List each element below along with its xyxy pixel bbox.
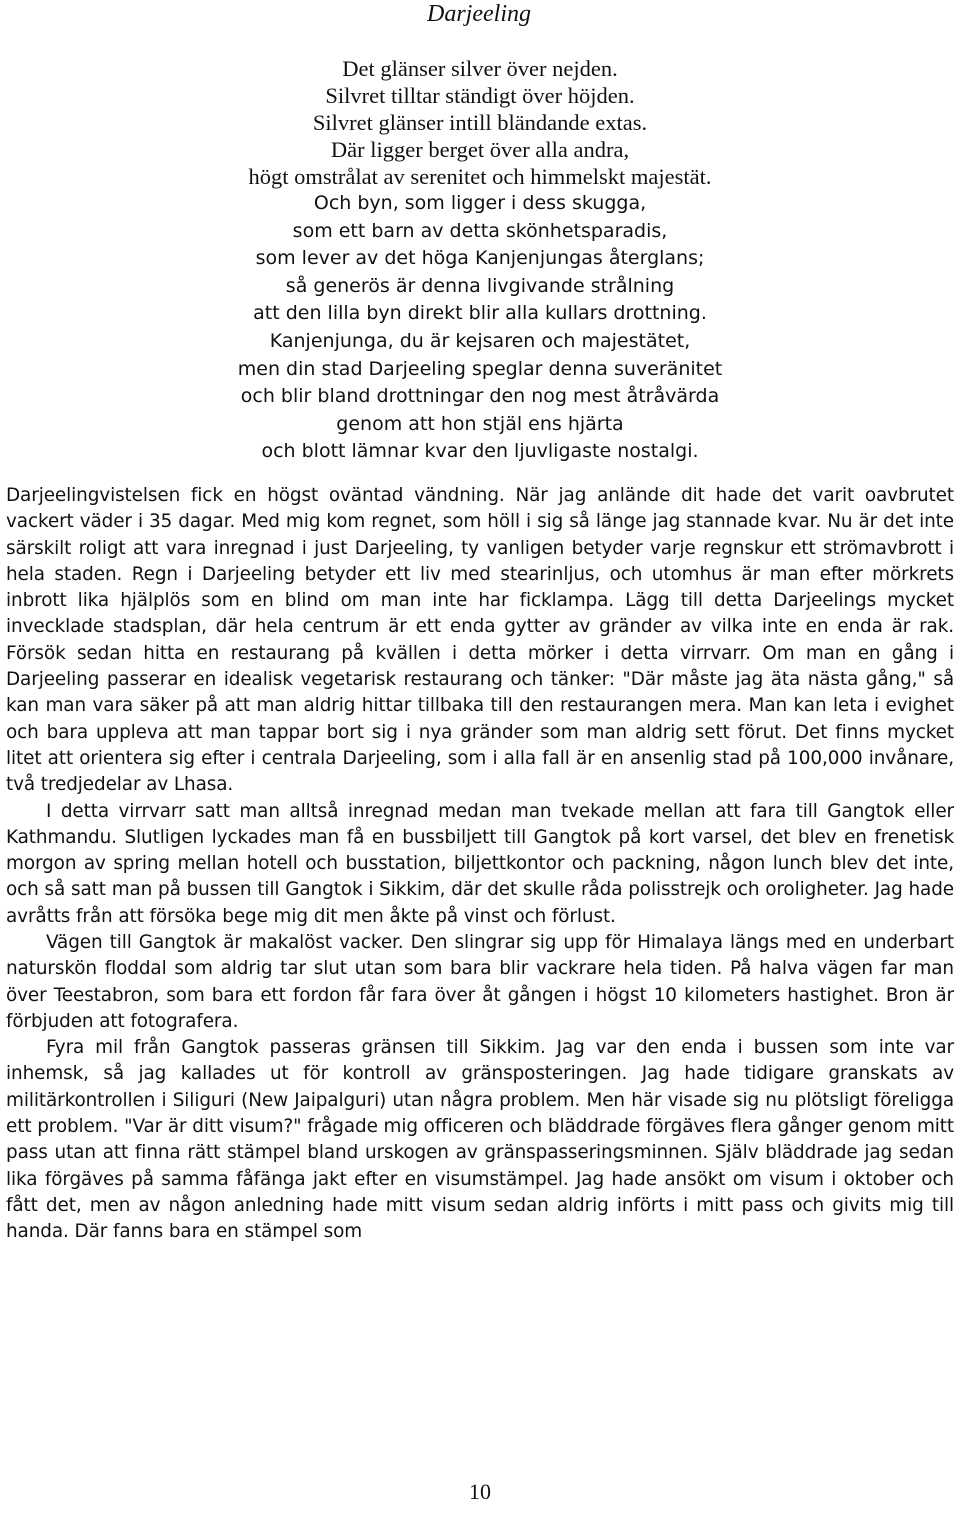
poem-line: och blott lämnar kvar den ljuvligaste nostalgi. <box>261 440 699 463</box>
poem-line: att den lilla byn direkt blir alla kullars drottning. <box>253 302 707 325</box>
paragraph: Vägen till Gangtok är makalöst vacker. Den slingrar sig upp för Himalaya längs med en underbart naturskön floddal som aldrig tar slut utan som bara blir vackrare hela tiden. På halva vägen far man över Teestabron, som bara ett fordon får fara över åt gången i högst 10 kilometers hastighet. Bron är förbjuden att fotografera. <box>6 931 954 1032</box>
poem-line: så generös är denna livgivande strålning <box>285 274 675 297</box>
poem-line: som lever av det höga Kanjenjungas återglans; <box>255 247 705 270</box>
body-text <box>6 483 954 1246</box>
poem-line: Kanjenjunga, du är kejsaren och majestätet, <box>269 329 691 352</box>
paragraph: I detta virrvarr satt man alltså inregnad medan man tvekade mellan att fara till Gangtok eller Kathmandu. Slutligen lyckades man få en bussbiljett till Gangtok på kort varsel, det blev en frenetisk morgon av spring mellan hotell och busstation, biljettkontor och packning, någon lunch blev det inte, och så satt man på bussen till Gangtok i Sikkim, där det skulle råda polisstrejk och oroligheter. Jag hade avråtts från att försöka bege mig dit men åkte på vinst och förlust. <box>6 800 954 927</box>
poem-line: Silvret tilltar ständigt över höjden. <box>325 83 635 108</box>
poem-line: Där ligger berget över alla andra, <box>330 137 630 162</box>
poem-line: Silvret glänser intill bländande extas. <box>312 110 648 135</box>
poem-line: men din stad Darjeeling speglar denna suveränitet <box>237 357 723 380</box>
poem-line: och blir bland drottningar den nog mest åtråvärda <box>240 385 720 408</box>
poem-line: Det glänser silver över nejden. <box>342 56 618 81</box>
page-title: Darjeeling <box>427 1 531 27</box>
poem-serif-block <box>6 55 954 190</box>
paragraph: Darjeelingvistelsen fick en högst oväntad vändning. När jag anlände dit hade det varit oavbrutet vackert väder i 35 dagar. Med mig kom regnet, som höll i sig så länge jag stannade kvar. Nu är det inte särskilt roligt att vara inregnad i just Darjeeling, ty vanligen betyder varje regnskur ett strömavbrott i hela staden. Regn i Darjeeling betyder ett liv med stearinljus, och utomhus är man efter mörkrets inbrott lika hjälplös som en blind om man inte har ficklampa. Lägg till detta Darjeelings mycket invecklade stadsplan, där hela centrum är ett enda gytter av gränder av vilka inte en enda är rak. Försök sedan hitta en restaurang på kvällen i detta mörker i detta virrvarr. Om man en gång i Darjeeling passerar en idealisk vegetarisk restaurang och tänker: "Där måste jag äta nästa gång," så kan man vara säker på att man aldrig hittar tillbaka till den restaurangen mera. Man kan leta i evighet och bara uppleva att man tappar bort sig i nya gränder som man aldrig sett förut. Det finns mycket litet att orientera sig efter i centrala Darjeeling, som i alla fall är en ansenlig stad på 100,000 invånare, två tredjedelar av Lhasa. <box>6 484 954 796</box>
poem-line: Och byn, som ligger i dess skugga, <box>313 192 647 214</box>
poem-line: som ett barn av detta skönhetsparadis, <box>292 219 668 242</box>
paragraph: Fyra mil från Gangtok passeras gränsen till Sikkim. Jag var den enda i bussen som inte var inhemsk, så jag kallades ut för kontroll av gränsposteringen. Jag hade tidigare granskats av militärkontrollen i Siliguri (New Jaipalguri) utan några problem. Men här visade sig nu plötsligt föreligga ett problem. "Var är ditt visum?" frågade mig officeren och bläddrade förgäves flera gånger genom mitt pass utan att finna rätt stämpel bland urskogen av gränspasseringsminnen. Själv bläddrade jag sedan lika förgäves på samma fåfänga jakt efter en visumstämpel. Jag hade ansökt om visum i oktober och fått det, men av någon anledning hade mitt visum sedan aldrig införts i mitt pass och givits mig till handa. Där fanns bara en stämpel som <box>6 1037 954 1243</box>
poem-line: genom att hon stjäl ens hjärta <box>336 412 624 435</box>
poem-sans-block <box>6 190 954 466</box>
poem-line: högt omstrålat av serenitet och himmelskt majestät. <box>248 164 712 189</box>
page-number: 10 <box>469 1479 491 1504</box>
